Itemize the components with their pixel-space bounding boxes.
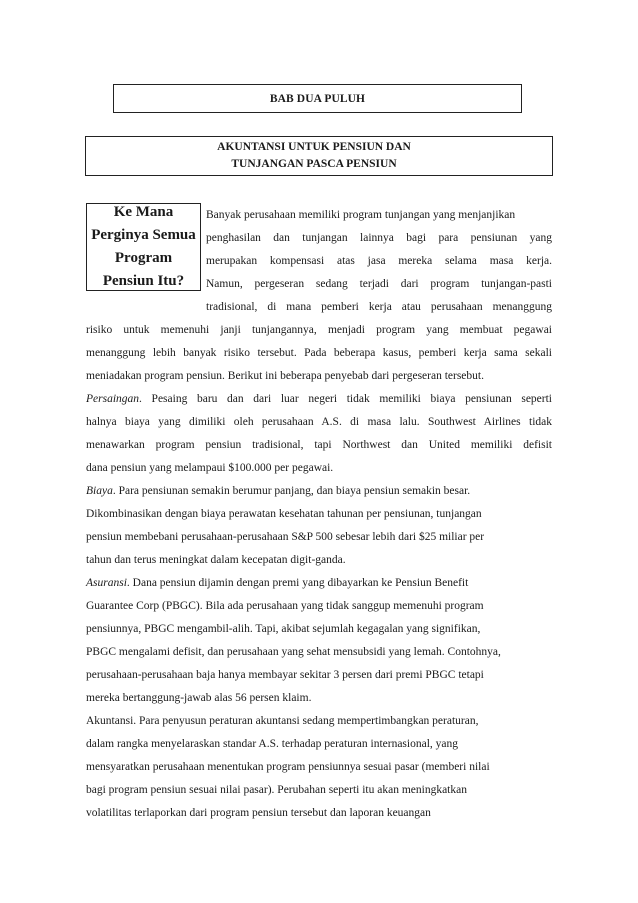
body-line: meniadakan program pensiun. Berikut ini beberapa penyebab dari pergeseran tersebut.: [86, 370, 484, 382]
body-line-biaya: [86, 480, 552, 503]
body-line-text: . Pesaing baru dan dari luar negeri tidak memiliki biaya pensiunan seperti: [139, 393, 552, 405]
sidebar-question-line-3: Program: [114, 250, 173, 266]
term-biaya: Biaya: [86, 485, 113, 497]
body-line: perusahaan-perusahaan baja hanya membayar sekitar 3 persen dari premi PBGC tetapi: [86, 669, 484, 681]
body-line: tradisional, di mana pemberi kerja atau perusahaan menanggung: [206, 301, 552, 313]
chapter-heading-box: [113, 84, 522, 113]
body-line: Banyak perusahaan memiliki program tunjangan yang menjanjikan: [206, 209, 516, 221]
body-line: menanggung lebih banyak risiko tersebut. Pada beberapa kasus, pemberi kerja sama sekali: [86, 347, 552, 359]
body-line: risiko untuk memenuhi janji tunjangannya, menjadi program yang membuat pegawai: [86, 324, 552, 336]
body-line: pensiun membebani perusahaan-perusahaan S&P 500 sebesar lebih dari $25 miliar per: [86, 531, 485, 543]
chapter-title-line-2: TUNJANGAN PASCA PENSIUN: [231, 158, 397, 170]
body-line: volatilitas terlaporkan dari program pensiun tersebut dan laporan keuangan: [86, 807, 431, 819]
body-line-text: . Para pensiunan semakin berumur panjang, dan biaya pensiun semakin besar.: [112, 485, 471, 497]
sidebar-question-line-4: Pensiun Itu?: [102, 273, 185, 289]
term-persaingan: Persaingan: [86, 393, 140, 405]
body-line: mensyaratkan perusahaan menentukan program pensiunnya sesuai pasar (memberi nilai: [86, 761, 490, 773]
body-line: mereka bertanggung-jawab alas 56 persen klaim.: [86, 692, 312, 704]
body-line: penghasilan dan tunjangan lainnya bagi para pensiunan yang: [206, 232, 552, 244]
term-asuransi: Asuransi: [86, 577, 127, 589]
chapter-label: BAB DUA PULUH: [269, 92, 366, 105]
body-line: merupakan kompensasi atas jasa mereka selama masa kerja.: [206, 255, 552, 267]
sidebar-question-line-2: Perginya Semua: [91, 227, 196, 243]
body-line: PBGC mengalami defisit, dan perusahaan yang sehat mensubsidi yang lemah. Contohnya,: [86, 646, 501, 658]
sidebar-question-line-1: Ke Mana: [113, 204, 174, 220]
body-line: Guarantee Corp (PBGC). Bila ada perusahaan yang tidak sanggup memenuhi program: [86, 600, 484, 612]
body-line: Dikombinasikan dengan biaya perawatan kesehatan tahunan per pensiunan, tunjangan: [86, 508, 482, 520]
body-line: menawarkan program pensiun tradisional, tapi Northwest dan United memiliki defisit: [86, 439, 552, 451]
chapter-title-box: [85, 136, 553, 176]
chapter-title-line-1: AKUNTANSI UNTUK PENSIUN DAN: [217, 141, 411, 153]
body-line: Akuntansi. Para penyusun peraturan akuntansi sedang mempertimbangkan peraturan,: [86, 715, 479, 727]
sidebar-question-box: [86, 203, 201, 291]
body-line: tahun dan terus meningkat dalam kecepatan digit-ganda.: [86, 554, 346, 566]
body-line: bagi program pensiun sesuai nilai pasar). Perubahan seperti itu akan meningkatkan: [86, 784, 467, 796]
body-line: Namun, pergeseran sedang terjadi dari program tunjangan-pasti: [206, 278, 552, 290]
body-line: halnya biaya yang dimiliki oleh perusahaan A.S. di masa lalu. Southwest Airlines tidak: [86, 416, 552, 428]
body-line-text: . Dana pensiun dijamin dengan premi yang dibayarkan ke Pensiun Benefit: [126, 577, 469, 589]
body-line: dana pensiun yang melampaui $100.000 per pegawai.: [86, 462, 334, 474]
body-line: pensiunnya, PBGC mengambil-alih. Tapi, akibat sejumlah kegagalan yang signifikan,: [86, 623, 481, 635]
body-line: dalam rangka menyelaraskan standar A.S. terhadap peraturan internasional, yang: [86, 738, 459, 750]
body-line-persaingan: [86, 388, 552, 411]
body-line-asuransi: [86, 572, 552, 595]
